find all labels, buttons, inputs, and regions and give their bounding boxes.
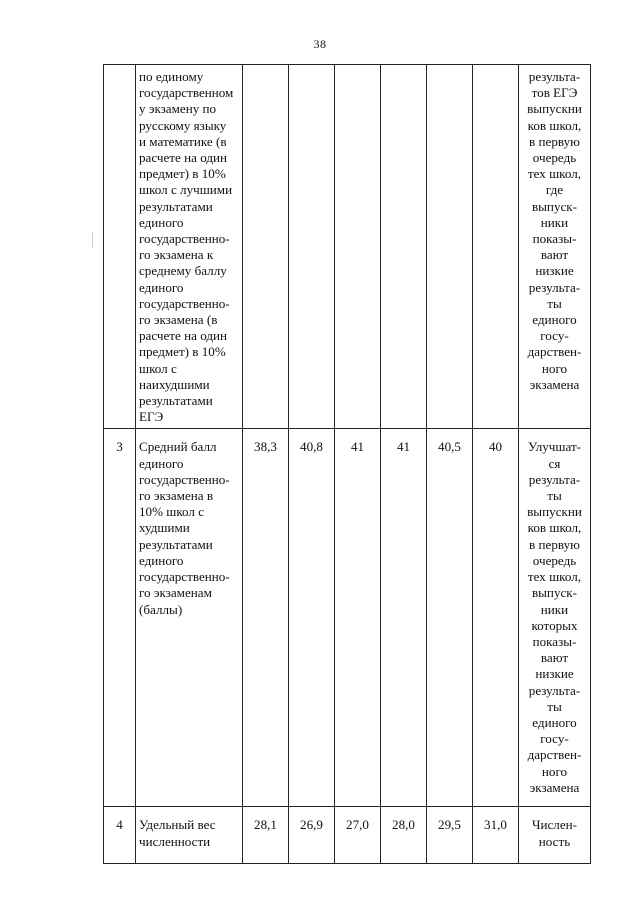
indicator-name-line: результатами: [139, 536, 213, 552]
indicator-name-line: единого: [139, 214, 184, 230]
indicator-name-line: результатами: [139, 393, 213, 409]
expected-result-line: ники: [540, 601, 569, 617]
expected-result-line: очередь: [532, 150, 577, 166]
expected-result-line: ков школ,: [527, 117, 582, 133]
expected-result-line: где: [545, 182, 564, 198]
row-number-cell: [104, 65, 136, 429]
indicator-name-line: ЕГЭ: [139, 409, 164, 425]
indicator-name-line: единого: [139, 279, 184, 295]
value-cell: 27,0: [335, 807, 381, 864]
indicator-name-line: го экзамена к: [139, 247, 214, 263]
indicator-name-line: расчете на один: [139, 328, 228, 344]
value-cell: 40,8: [289, 429, 335, 807]
expected-result-line: ты: [547, 295, 562, 311]
value-cell: 29,5: [427, 807, 473, 864]
indicator-name-line: предмет) в 10%: [139, 166, 226, 182]
expected-result-line: ков школ,: [527, 520, 582, 536]
row-number-cell: 4: [104, 807, 136, 864]
table-row: [104, 807, 591, 864]
expected-result-line: дарствен-: [527, 344, 582, 360]
page-number: 38: [313, 37, 327, 51]
expected-result-line: Улучшат-: [527, 439, 582, 455]
expected-result-line: низкие: [535, 666, 574, 682]
indicator-name-line: численности: [139, 833, 211, 849]
indicator-name-line: худшими: [139, 520, 190, 536]
indicator-name-line: (баллы): [139, 601, 183, 617]
expected-result-line: тов ЕГЭ: [531, 85, 578, 101]
expected-result-line: ники: [540, 214, 569, 230]
expected-result-line: госу-: [540, 328, 569, 344]
expected-result-line: результа-: [528, 279, 581, 295]
value-cell: [335, 65, 381, 429]
table-row: [104, 429, 591, 807]
expected-result-line: тех школ,: [527, 569, 582, 585]
expected-result-line: экзамена: [529, 779, 580, 795]
expected-result-line: в первую: [529, 536, 580, 552]
expected-result-line: показы-: [532, 231, 577, 247]
expected-result-line: которых: [531, 617, 578, 633]
expected-result-line: экзамена: [529, 376, 580, 392]
expected-result-line: результа-: [528, 682, 581, 698]
indicator-name-line: государственно-: [139, 231, 230, 247]
value-cell: 28,1: [243, 807, 289, 864]
indicator-name-line: 10% школ с: [139, 504, 205, 520]
expected-result-line: госу-: [540, 731, 569, 747]
expected-result-cell: [519, 429, 591, 807]
indicator-name-line: школ с: [139, 360, 177, 376]
value-cell: [289, 65, 335, 429]
expected-result-line: дарствен-: [527, 747, 582, 763]
expected-result-line: выпуск-: [531, 198, 578, 214]
expected-result-line: ты: [547, 488, 562, 504]
indicator-name-line: русскому языку: [139, 117, 227, 133]
value-cell: 38,3: [243, 429, 289, 807]
table-row: [104, 65, 591, 429]
value-cell: 26,9: [289, 807, 335, 864]
value-cell: 40,5: [427, 429, 473, 807]
indicator-name-line: го экзамена в: [139, 488, 214, 504]
scan-mark: [92, 232, 93, 248]
expected-result-line: ся: [548, 455, 561, 471]
indicator-name-line: государственно-: [139, 471, 230, 487]
indicator-name-line: школ с лучшими: [139, 182, 233, 198]
expected-result-line: Числен-: [531, 817, 578, 833]
expected-result-line: очередь: [532, 552, 577, 568]
expected-result-line: ты: [547, 698, 562, 714]
indicator-name-line: Удельный вес: [139, 817, 216, 833]
indicator-name-line: результатами: [139, 198, 213, 214]
value-cell: [381, 65, 427, 429]
value-cell: 28,0: [381, 807, 427, 864]
expected-result-line: показы-: [532, 633, 577, 649]
expected-result-line: выпускни: [527, 101, 582, 117]
indicator-name-line: и математике (в: [139, 133, 227, 149]
expected-result-cell: [519, 807, 591, 864]
indicator-name-line: предмет) в 10%: [139, 344, 226, 360]
indicator-name-line: государственно-: [139, 295, 230, 311]
indicator-name-line: у экзамену по: [139, 101, 217, 117]
value-cell: [427, 65, 473, 429]
indicator-name-line: го экзаменам: [139, 585, 212, 601]
indicator-name-line: единого: [139, 552, 184, 568]
value-cell: [473, 65, 519, 429]
indicator-name-line: Средний балл: [139, 439, 217, 455]
indicator-name-cell: [136, 65, 243, 429]
expected-result-line: результа-: [528, 471, 581, 487]
value-cell: 41: [335, 429, 381, 807]
expected-result-line: вают: [540, 650, 569, 666]
value-cell: 31,0: [473, 807, 519, 864]
indicator-name-line: го экзамена (в: [139, 312, 218, 328]
expected-result-line: выпускни: [527, 504, 582, 520]
expected-result-line: низкие: [535, 263, 574, 279]
indicator-table: [103, 64, 591, 864]
expected-result-line: ного: [541, 360, 568, 376]
expected-result-line: тех школ,: [527, 166, 582, 182]
indicator-name-line: государственном: [139, 85, 234, 101]
expected-result-line: выпуск-: [531, 585, 578, 601]
value-cell: 41: [381, 429, 427, 807]
expected-result-line: единого: [532, 714, 577, 730]
indicator-name-cell: [136, 429, 243, 807]
expected-result-line: вают: [540, 247, 569, 263]
indicator-name-cell: [136, 807, 243, 864]
indicator-name-line: государственно-: [139, 569, 230, 585]
value-cell: [243, 65, 289, 429]
indicator-name-line: по единому: [139, 69, 204, 84]
expected-result-line: ность: [538, 833, 571, 849]
row-number-cell: 3: [104, 429, 136, 807]
indicator-name-line: среднему баллу: [139, 263, 227, 279]
indicator-name-line: расчете на один: [139, 150, 228, 166]
expected-result-line: ного: [541, 763, 568, 779]
expected-result-line: результа-: [528, 69, 581, 84]
expected-result-cell: [519, 65, 591, 429]
indicator-name-line: наихудшими: [139, 376, 210, 392]
expected-result-line: в первую: [529, 133, 580, 149]
value-cell: 40: [473, 429, 519, 807]
indicator-name-line: единого: [139, 455, 184, 471]
expected-result-line: единого: [532, 312, 577, 328]
